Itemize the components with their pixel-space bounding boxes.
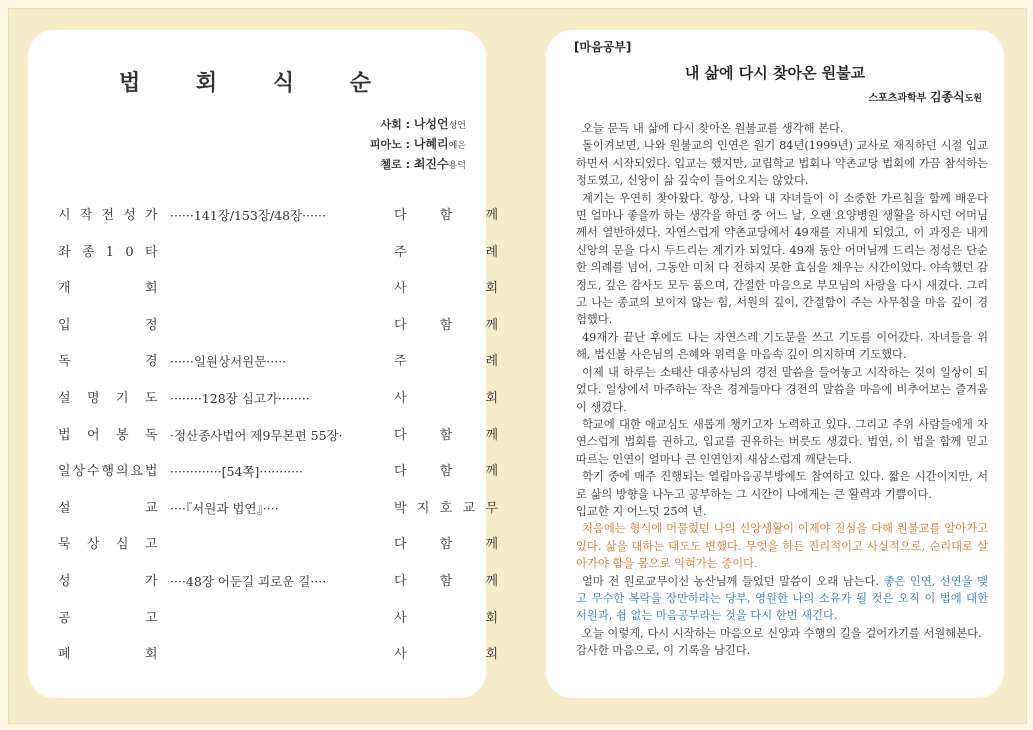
article-paragraph (576, 503, 988, 520)
paragraph-text: 학교에 대한 애교심도 새롭게 챙기고자 노력하고 있다. 그리고 주위 사람들에게 자연스럽게 법회를 권하고, 입교를 권유하는 버릇도 생겼다. 법연, 이 법을 함께 믿고 따르는 인연이 얼마나 큰 인연인지 새삼스럽게 깨닫는다. (576, 417, 988, 466)
program-officiant: 사 회 (394, 281, 498, 297)
credit-name: 나혜리 (413, 137, 449, 151)
article-title: 내 삶에 다시 찾아온 원불교 (684, 64, 866, 82)
program-row (58, 243, 498, 263)
program-detail: ····48장 어둔길 괴로운 길···· (170, 574, 327, 589)
program-row (58, 572, 498, 592)
credit-line (266, 154, 466, 174)
article-panel (546, 30, 1004, 698)
credit-name: 나성언 (413, 117, 449, 131)
program-officiant: 다 함 께 (394, 208, 498, 223)
article-paragraph (576, 573, 988, 625)
program-officiant: 다 함 께 (394, 427, 498, 443)
paragraph-text: 학기 중에 매주 진행되는 열림마음공부방에도 참여하고 있다. 짧은 시간이지만, 서로 삶의 방향을 나누고 공부하는 그 시간이 나에게는 큰 활력과 기쁨이다. (576, 470, 988, 501)
program-item: 개 회 (58, 281, 158, 297)
credit-suffix: 성언 (448, 121, 466, 131)
article-paragraph (576, 190, 988, 329)
program-detail: ······141장/153장/48장······ (170, 208, 326, 223)
byline (868, 88, 982, 105)
program-officiant: 사 회 (394, 647, 498, 663)
article-paragraph (576, 416, 988, 468)
program-item: 법 어 봉 독 (58, 427, 158, 443)
program-title: 법 회 식 순 (119, 70, 395, 96)
article-paragraph (576, 137, 988, 189)
program-row (58, 352, 498, 372)
program-officiant: 주 례 (394, 244, 498, 260)
paragraph-text: 처음에는 형식에 머물렀던 나의 신앙생활이 이제야 진심을 다해 원불교를 알아가고 있다. 삶을 대하는 태도도 변했다. 무엇을 하든 진리적이고 사실적으로, 순리대로 살아가야 함을 몸으로 익혀가는 중이다. (576, 522, 988, 571)
byline-suffix: 도원 (964, 94, 982, 104)
program-row (58, 499, 498, 519)
program-row (58, 609, 498, 629)
credit-role: 첼로 : (380, 158, 414, 171)
order-of-service-panel (28, 30, 498, 698)
program-item: 공 고 (58, 610, 158, 626)
program-detail: ·정산종사법어 제9무본편 55장· (170, 427, 343, 443)
paragraph-text: 감사한 마음으로, 이 기록을 남긴다. (576, 644, 751, 658)
credit-suffix: 용덕 (448, 161, 466, 171)
program-row (58, 462, 498, 482)
program-item: 성 가 (58, 574, 158, 589)
section-tag: [마음공부] (574, 40, 632, 54)
credit-name: 최진수 (413, 157, 449, 171)
paragraph-text: 오늘 문득 내 삶에 다시 찾아온 원불교를 생각해 본다. (582, 122, 844, 135)
credit-line (266, 114, 466, 134)
paragraph-text: 좋은 인연, 선연을 맺고 무수한 복락을 장만하라는 당부, 영원한 나의 소유가 될 것은 오직 이 법에 대한 서원과, 쉼 없는 마음공부라는 것을 다시 한번 새긴다. (576, 574, 988, 623)
program-item: 묵 상 심 고 (58, 537, 158, 553)
program-detail: ·············[54쪽]··········· (170, 464, 304, 480)
program-item: 폐 회 (58, 647, 158, 663)
program-officiant: 다 함 께 (394, 574, 498, 589)
article-paragraph (576, 625, 988, 642)
program-row (58, 316, 498, 336)
article-paragraph (576, 468, 988, 503)
article-paragraph (576, 120, 988, 137)
paragraph-text: 계기는 우연히 찾아왔다. 항상, 나와 내 자녀들이 이 소중한 가르침을 함께 배운다면 얼마나 좋을까 하는 생각을 하던 중 어느 날, 오랜 요양병원 생활을 하시던 어머님께서 열반하셨다. 자연스럽게 약촌교당에서 49재를 지내게 되었고, 이 과정은 내게 신앙의 문을 다시 두드리는 계기가 되었다. 49재 동안 어머님께 드리는 정성은 단순한 의례를 넘어, 그동안 미처 다 전하지 못한 효심을 채우는 시간이었다. 야속했던 감정도, 깊은 감사도 모두 품으며, 간절한 마음으로 부모님의 사랑을 다시 새겼다. 그리고 나는 종교의 보이지 않는 힘, 서원의 깊이, 간절함이 주는 사무침을 마음 깊이 경험했다. (576, 191, 988, 327)
program-item: 설 교 (58, 500, 158, 516)
program-officiant: 사 회 (394, 610, 498, 626)
paragraph-text: 돌이켜보면, 나와 원불교의 인연은 원기 84년(1999년) 교사로 재직하던 시절 입교하면서 시작되었다. 입교는 했지만, 교립학교 법회나 약촌교당 법회에 가끔 참석하는 정도였고, 신앙이 삶 깊숙이 들어오지는 않았다. (576, 139, 988, 188)
program-officiant: 다 함 께 (394, 464, 498, 480)
program-item: 설 명 기 도 (58, 391, 158, 406)
credit-suffix: 예은 (448, 141, 466, 151)
program-officiant: 다 함 께 (394, 537, 498, 553)
article-paragraph (576, 329, 988, 364)
program-item: 독 경 (58, 354, 158, 370)
program-row (58, 645, 498, 665)
program-detail: ········128장 심고가········ (170, 391, 310, 406)
program-detail: ······일원상서원문····· (170, 354, 287, 370)
byline-author: 김종식 (929, 90, 965, 104)
program-officiant: 주 례 (394, 354, 498, 370)
paragraph-text: 이제 내 하루는 소태산 대종사님의 경전 말씀을 들어놓고 시작하는 것이 일상이 되었다. 일상에서 마주하는 작은 경계들마다 경전의 말씀을 마음에 비추어보는 즐거움이 생겼다. (576, 365, 988, 414)
paragraph-text: 오늘 이렇게, 다시 시작하는 마음으로 신앙과 수행의 길을 걸어가기를 서원해본다. (582, 626, 982, 640)
program-officiant: 박 지 호 교 무 (394, 500, 498, 516)
program-row (58, 426, 498, 446)
credit-line (266, 134, 466, 154)
credit-role: 피아노 : (369, 138, 414, 151)
article-paragraph (576, 642, 988, 659)
program-item: 입 정 (58, 317, 158, 333)
credits-block (266, 114, 466, 174)
article-paragraph (576, 520, 988, 572)
byline-dept: 스포츠과학부 (868, 93, 930, 104)
program-officiant: 사 회 (394, 391, 498, 406)
program-item: 일 상 수 행 의 요 법 (58, 464, 158, 480)
article-body (576, 120, 988, 660)
program-row (58, 535, 498, 555)
credit-role: 사회 : (380, 118, 414, 131)
program-officiant: 다 함 께 (394, 317, 498, 333)
program-row (58, 279, 498, 299)
program-row (58, 206, 498, 226)
program-row (58, 389, 498, 409)
paragraph-text: 얼마 전 원로교무이신 농산님께 들었던 말씀이 오래 남는다. (582, 574, 884, 588)
program-item: 좌 종 1 0 타 (58, 244, 158, 260)
program-item: 시 작 전 성 가 (58, 208, 158, 223)
paragraph-text: 49재가 끝난 후에도 나는 자연스레 기도문을 쓰고 기도를 이어갔다. 자녀들을 위해, 법신불 사은님의 은혜와 위력을 마음속 깊이 의지하며 기도했다. (576, 330, 988, 362)
program-detail: ····『서원과 법연』···· (170, 500, 279, 516)
paragraph-text: 입교한 지 어느덧 25여 년. (576, 504, 707, 518)
article-paragraph (576, 364, 988, 416)
